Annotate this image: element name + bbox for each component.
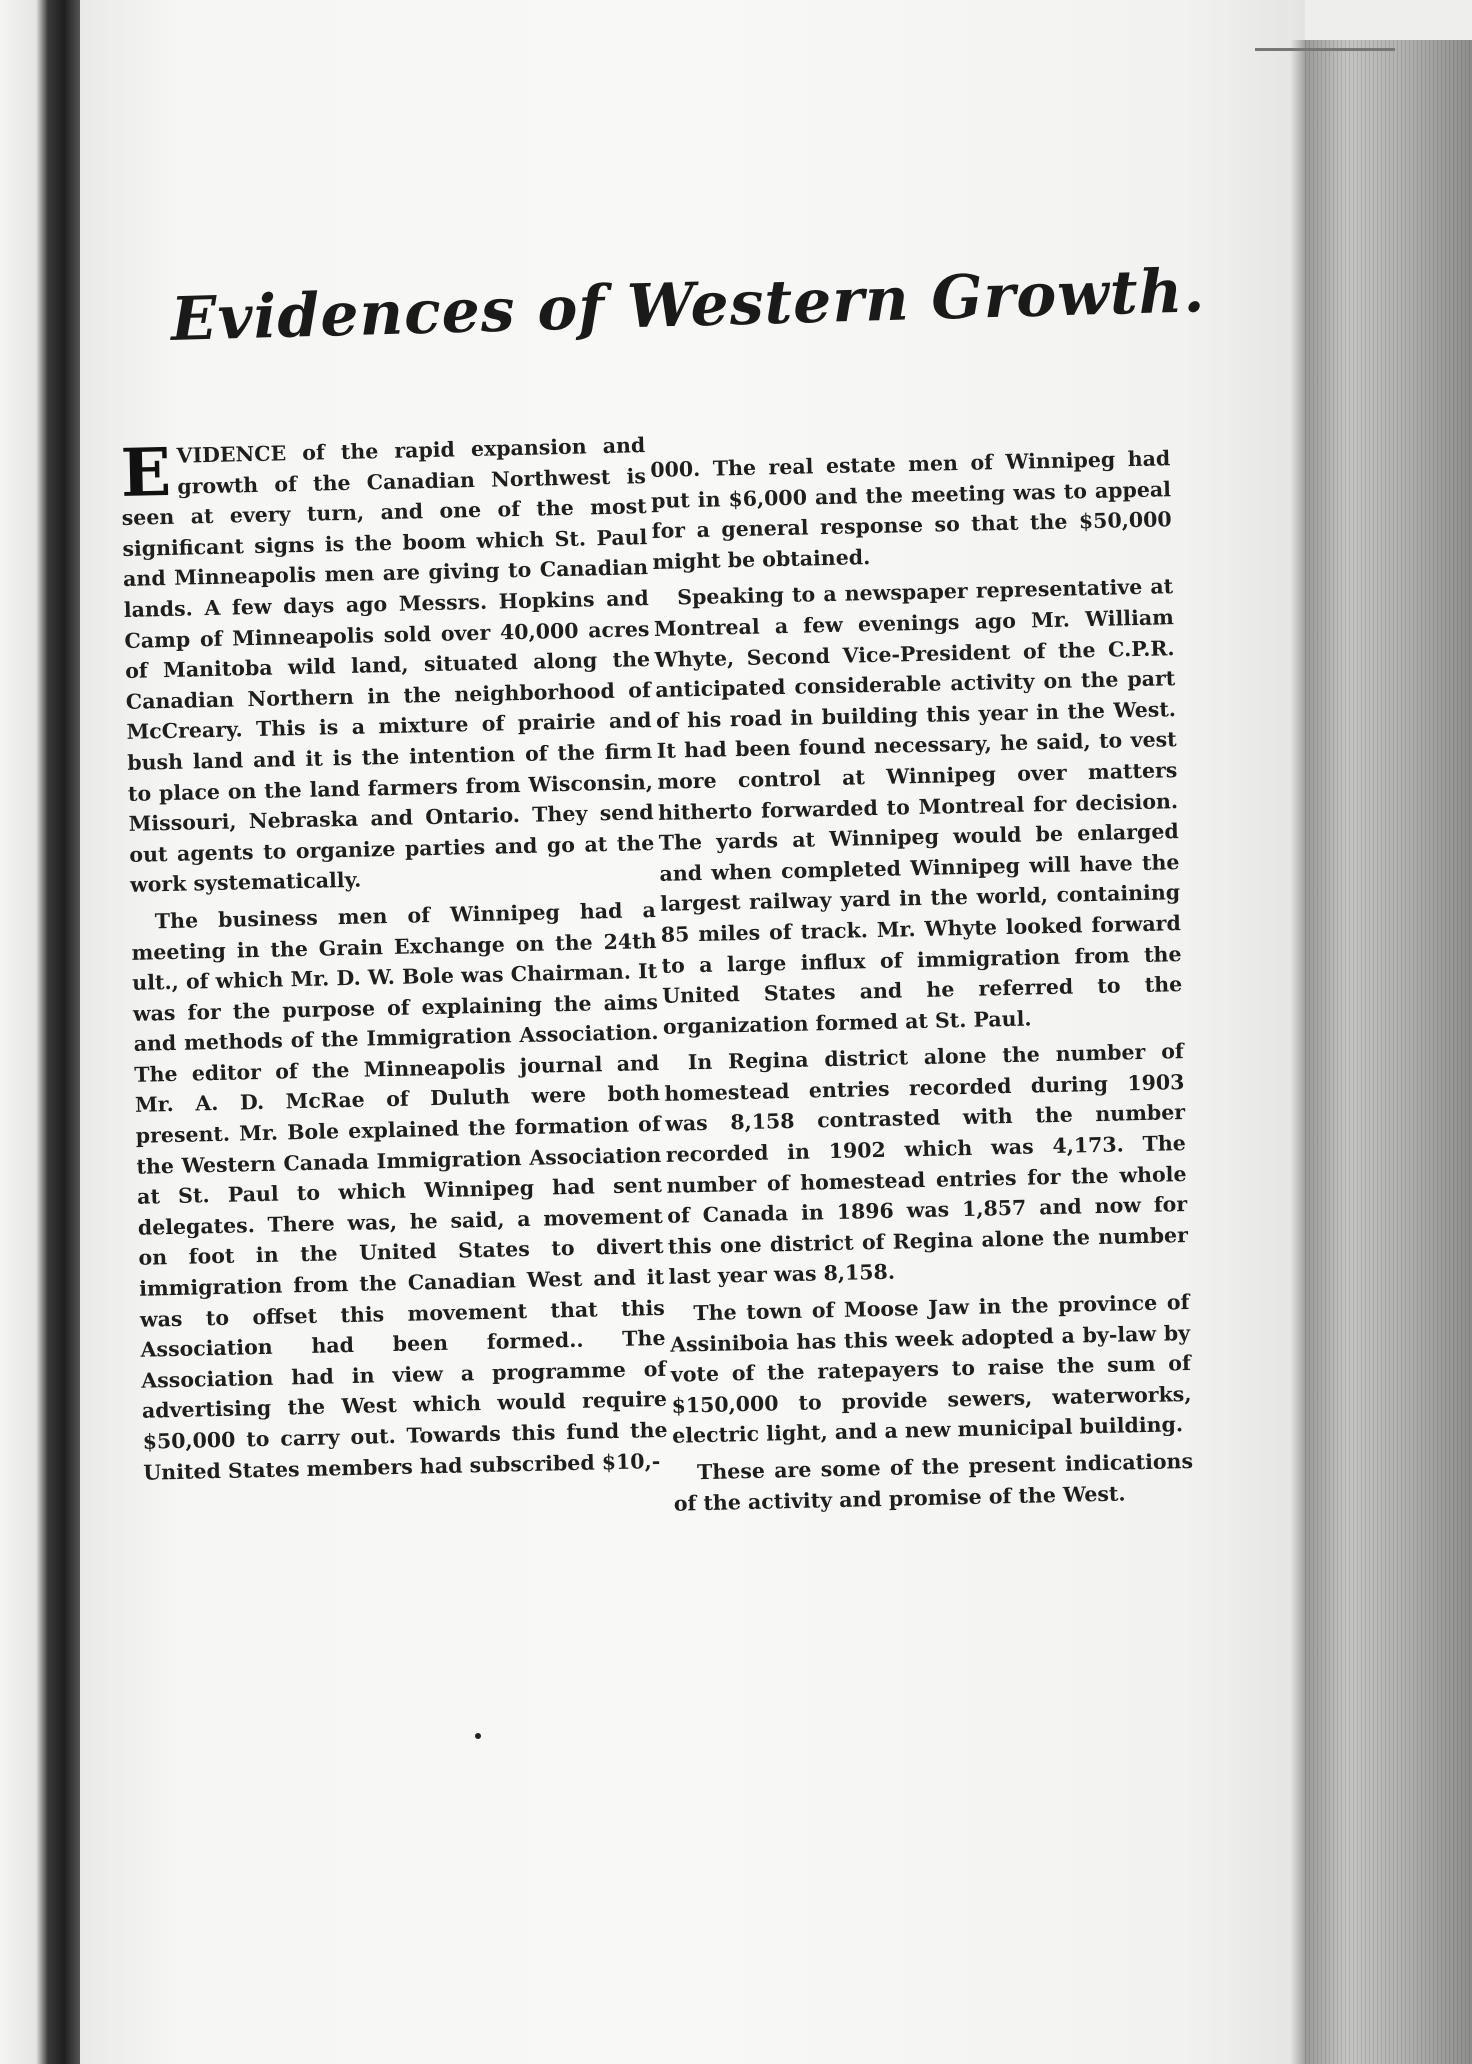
right-column bbox=[650, 443, 1194, 1525]
book-binding-left bbox=[0, 0, 80, 2064]
paragraph-7: These are some of the present indications of the activity and promise of the West. bbox=[673, 1448, 1194, 1516]
paragraph-5: In Regina district alone the number of homestead entries recorded during 1903 was 8,158 contrasted with the number recorded in 1902 which was 4,173. The number of homestead entries for the whole of Canada in 1896 was 1,857 and now for this one district of Regina alone the number last year was 8,158. bbox=[664, 1039, 1189, 1290]
page-edges bbox=[1305, 40, 1472, 2064]
paragraph-6: The town of Moose Jaw in the province of Assiniboia has this week adopted a by-law by vote of the ratepayers to raise the sum of $150,000 to provide sewers, waterworks, electric light, and a new municipal building. bbox=[669, 1290, 1192, 1449]
ink-speck bbox=[475, 1733, 481, 1739]
page-top-rule bbox=[1255, 48, 1395, 51]
left-column bbox=[120, 430, 669, 1494]
paragraph-1-text: VIDENCE of the rapid expansion and growth of the Canadian Northwest is seen at every turn, and one of the most significant signs is the boom which St. Paul and Minneapolis men are giving to Canadian lands. A few days ago Messrs. Hopkins and Camp of Minneapolis sold over 40,000 acres of Manitoba wild land, situated along the Canadian Northern in the neighborhood of McCreary. This is a mixture of prairie and bush land and it is the intention of the firm to place on the land farmers from Wisconsin, Missouri, Nebraska and Ontario. They send out agents to organize parties and go at the work systematically. bbox=[121, 433, 655, 898]
paragraph-2: The business men of Winnipeg had a meeting in the Grain Exchange on the 24th ult., of which Mr. D. W. Bole was Chairman. It was for the purpose of explaining the aims and methods of the Immigration Association. The editor of the Minneapolis journal and Mr. A. D. McRae of Duluth were both present. Mr. Bole explained the formation of the Western Canada Immigration Association at St. Paul to which Winnipeg had sent delegates. There was, he said, a movement on foot in the United States to divert immigration from the Canadian West and it was to offset this movement that this Association had been formed.. The Association had in view a programme of advertising the West which would require $50,000 to carry out. Towards this fund the United States members had subscribed $10,- bbox=[131, 897, 668, 1485]
drop-cap: E bbox=[119, 432, 172, 512]
paragraph-1 bbox=[120, 430, 655, 901]
paragraph-4: Speaking to a newspaper representative at Montreal a few evenings ago Mr. William Whyte, Second Vice-President of the C.P.R. anticipated considerable activity on the part of his road in building this year in the West. It had been found necessary, he said, to vest more control at Winnipeg over matters hitherto forwarded to Montreal for decision. The yards at Winnipeg would be enlarged and when completed Winnipeg will have the largest railway yard in the world, containing 85 miles of track. Mr. Whyte looked forward to a large influx of immigration from the United States and he referred to the organization formed at St. Paul. bbox=[653, 574, 1183, 1039]
article-title: Evidences of Western Growth. bbox=[170, 256, 1206, 355]
paragraph-3: 000. The real estate men of Winnipeg had put in $6,000 and the meeting was to appeal for a general response so that the $50,000 might be obtained. bbox=[650, 446, 1172, 574]
